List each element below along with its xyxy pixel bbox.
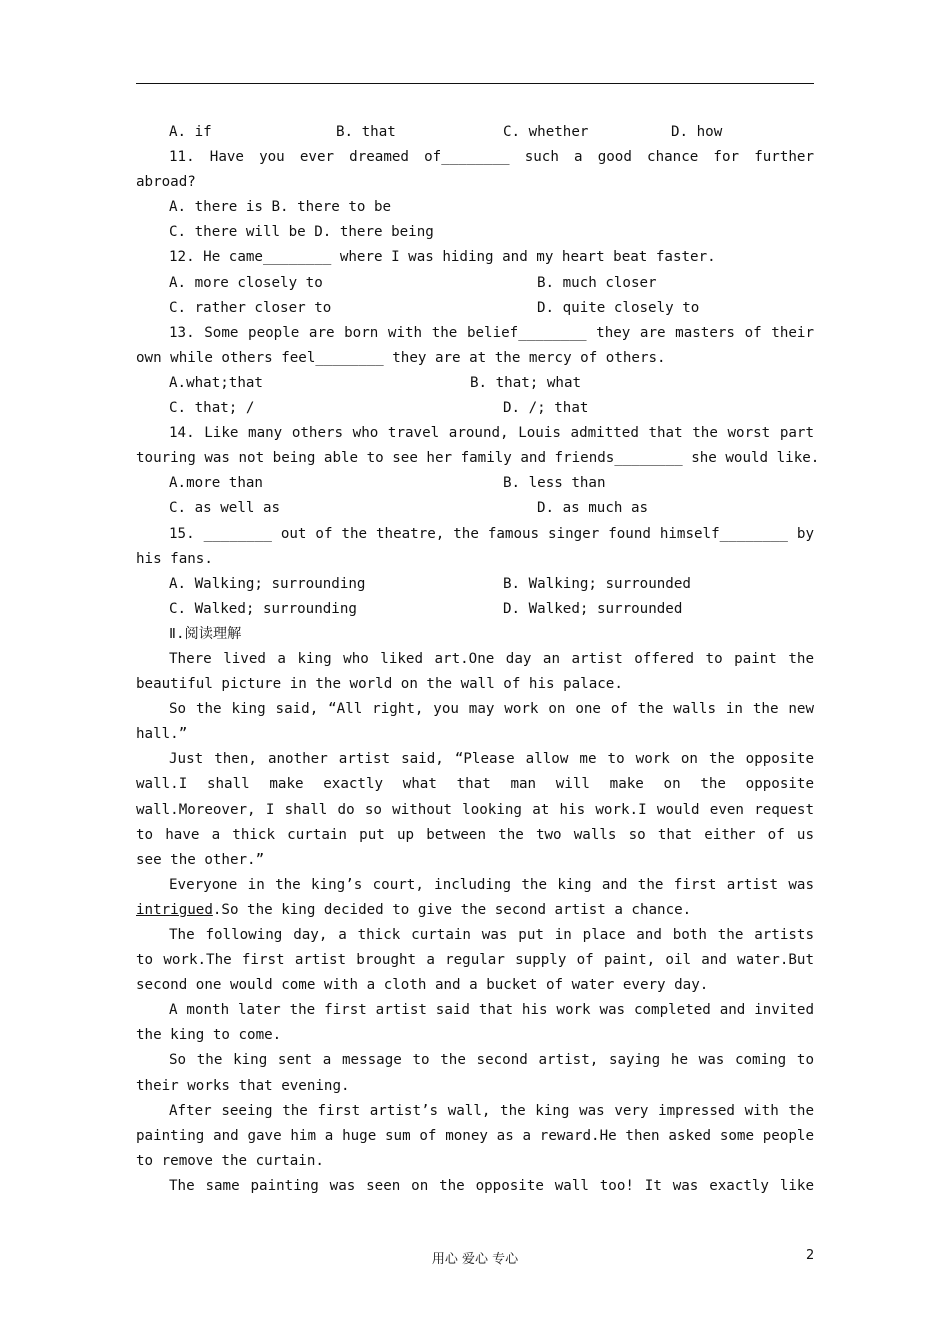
q12-option-d: D. quite closely to	[537, 299, 700, 316]
q15-options-ab	[136, 572, 814, 597]
passage-p5-line-2: to work.The first artist brought a regular supply of paint, oil and water.But	[136, 952, 814, 969]
passage-p9-line-1: The same painting was seen on the opposite wall too! It was exactly like	[169, 1177, 814, 1194]
passage-p5-line-1: The following day, a thick curtain was put in place and both the artists	[169, 927, 814, 943]
passage-p3-line-3: wall.Moreover, I shall do so without looking at his work.I would even request	[136, 801, 814, 818]
q13-stem-line-2: own while others feel________ they are at the mercy of others.	[136, 349, 666, 366]
passage-p7-line-2: their works that evening.	[136, 1077, 350, 1094]
passage-p3-line-1: Just then, another artist said, “Please allow me to work on the opposite	[169, 751, 814, 768]
passage-p2-line-2: hall.”	[136, 726, 188, 743]
page-number: 2	[806, 1248, 815, 1263]
q12-option-c: C. rather closer to	[169, 299, 332, 316]
passage-p4-line-2	[136, 898, 814, 923]
q10-option-d: D. how	[671, 124, 723, 140]
passage-p8-line-2: painting and gave him a huge sum of money as a reward.He then asked some people	[136, 1127, 814, 1144]
footer-text: 用心 爱心 专心	[431, 1252, 519, 1267]
passage-p5-line-3: second one would come with a cloth and a bucket of water every day.	[136, 977, 709, 994]
q13-options-ab	[136, 371, 814, 396]
q14-option-d: D. as much as	[537, 500, 649, 517]
passage-p6-line-2: the king to come.	[136, 1027, 282, 1044]
header-rule	[136, 83, 814, 84]
q13-options-cd	[136, 396, 814, 421]
q15-option-c: C. Walked; surrounding	[169, 600, 357, 617]
q15-stem-line-2: his fans.	[136, 550, 213, 567]
page-content	[136, 120, 820, 1199]
q15-stem-line-1: 15. ________ out of the theatre, the famous singer found himself________ by	[169, 525, 814, 542]
section-heading: Ⅱ.阅读理解	[169, 625, 242, 642]
passage-p1-line-1: There lived a king who liked art.One day an artist offered to paint the	[169, 650, 814, 667]
passage-p4-line-2-rest: .So the king decided to give the second artist a chance.	[212, 901, 692, 918]
q13-option-b: B. that; what	[470, 374, 582, 391]
q14-options-ab	[136, 471, 814, 496]
passage-p3-line-5: see the other.”	[136, 851, 265, 868]
q10-options	[136, 120, 814, 145]
q14-option-a: A.more than	[169, 475, 263, 492]
q15-option-d: D. Walked; surrounded	[503, 600, 683, 617]
underlined-word: intrigued	[136, 901, 213, 918]
passage-p2-line-1: So the king said, “All right, you may work on one of the walls in the new	[169, 701, 814, 718]
q11-stem-line-2: abroad?	[136, 174, 196, 191]
passage-p3-line-4: to have a thick curtain put up between the two walls so that either of us	[136, 826, 814, 843]
q13-option-a: A.what;that	[169, 374, 263, 391]
q12-option-b: B. much closer	[537, 274, 657, 291]
q11-options-ab: A. there is B. there to be	[169, 199, 392, 216]
q14-option-c: C. as well as	[169, 500, 281, 517]
q11-options-cd: C. there will be D. there being	[169, 224, 434, 241]
q10-option-b: B. that	[336, 124, 396, 140]
q14-options-cd	[136, 496, 814, 521]
q10-option-c: C. whether	[503, 124, 589, 140]
q14-stem-line-2: touring was not being able to see her family and friends________ she would like.	[136, 450, 820, 467]
q10-option-a: A. if	[169, 124, 212, 140]
q12-options-ab	[136, 271, 814, 296]
q13-stem-line-1: 13. Some people are born with the belief________ they are masters of their	[169, 324, 814, 341]
q15-option-a: A. Walking; surrounding	[169, 575, 366, 592]
q13-option-c: C. that; /	[169, 400, 255, 417]
q14-stem-line-1: 14. Like many others who travel around, Louis admitted that the worst part	[169, 425, 814, 442]
q11-stem-line-1: 11. Have you ever dreamed of________ such a good chance for further	[169, 149, 814, 166]
q12-options-cd	[136, 296, 814, 321]
passage-p7-line-1: So the king sent a message to the second artist, saying he was coming to	[169, 1052, 814, 1069]
q15-options-cd	[136, 597, 814, 622]
q14-option-b: B. less than	[503, 475, 606, 492]
passage-p8-line-1: After seeing the first artist’s wall, the king was very impressed with the	[169, 1102, 814, 1119]
q15-option-b: B. Walking; surrounded	[503, 575, 691, 592]
passage-p1-line-2: beautiful picture in the world on the wall of his palace.	[136, 676, 623, 693]
passage-p6-line-1: A month later the first artist said that his work was completed and invited	[169, 1002, 814, 1019]
passage-p8-line-3: to remove the curtain.	[136, 1152, 324, 1169]
q13-option-d: D. /; that	[503, 400, 589, 417]
passage-p4-line-1: Everyone in the king’s court, including the king and the first artist was	[169, 876, 814, 893]
q12-option-a: A. more closely to	[169, 274, 323, 291]
q12-stem: 12. He came________ where I was hiding and my heart beat faster.	[169, 249, 716, 266]
passage-p3-line-2: wall.I shall make exactly what that man will make on the opposite	[136, 776, 814, 793]
